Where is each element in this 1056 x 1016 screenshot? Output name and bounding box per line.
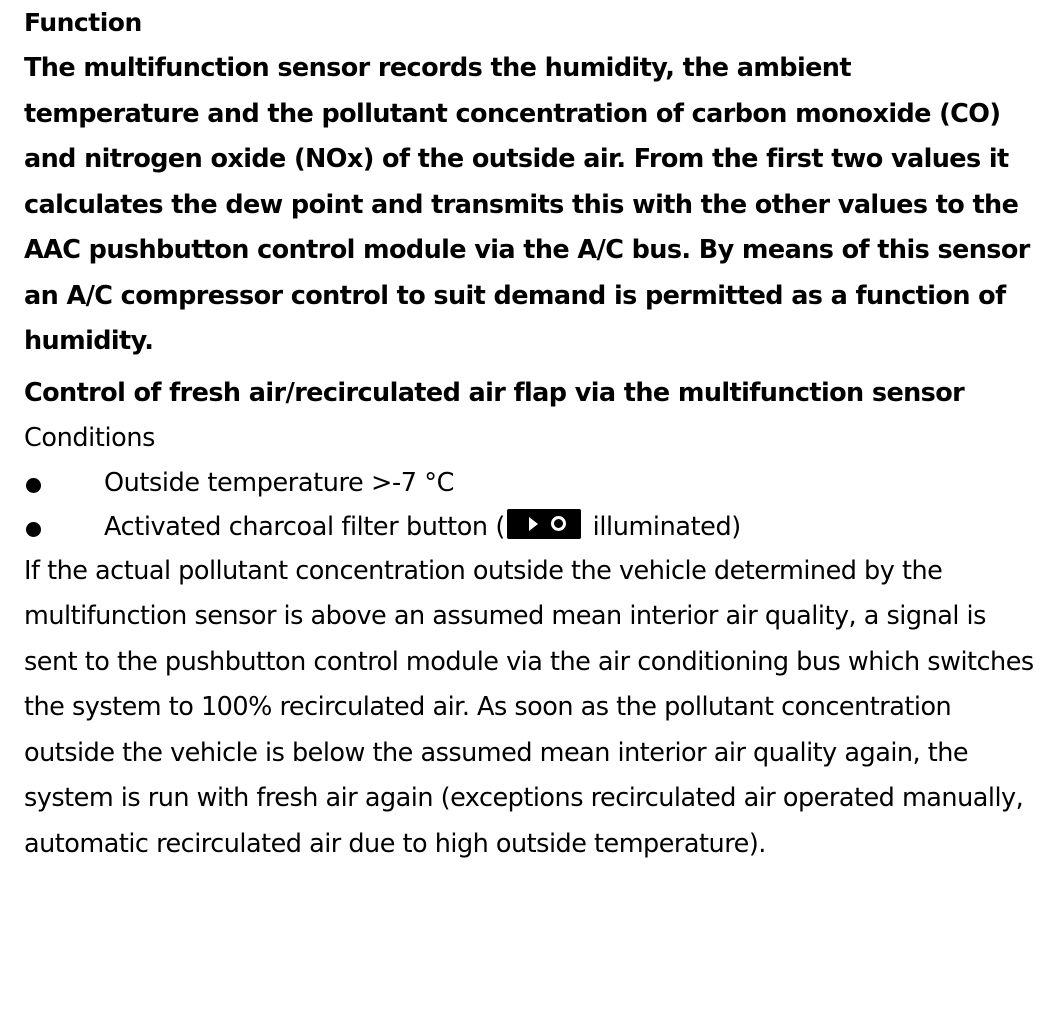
conditions-label: Conditions xyxy=(24,422,155,453)
function-paragraph: The multifunction sensor records the humidity, the ambient temperature and the pollutant concentration of carbon monoxide (CO) and nitrogen oxide (NOx) of the outside air. From the first two values it calculates the dew point and transmits this with the other values to the AAC pushbutton control module via the A/C bus. By means of this sensor an A/C compressor control to suit demand is permitted as a function of humidity. xyxy=(24,53,1030,356)
pollutant-paragraph: If the actual pollutant concentration outside the vehicle determined by the multifunction sensor is above an assumed mean interior air quality, a signal is sent to the pushbutton control module via the air conditioning bus which switches the system to 100% recirculated air. As soon as the pollutant concentration outside the vehicle is below the assumed mean interior air quality again, the system is run with fresh air again (exceptions recirculated air operated manually, automatic recirculated air due to high outside temperature). xyxy=(24,555,1034,859)
condition-text-after: illuminated) xyxy=(584,511,741,542)
bullet-icon xyxy=(26,522,41,537)
condition-text: Outside temperature >-7 °C xyxy=(104,467,455,498)
bullet-icon xyxy=(26,478,41,493)
control-subheading: Control of fresh air/recirculated air flap via the multifunction sensor xyxy=(24,377,965,408)
conditions-list xyxy=(24,461,1034,549)
activated-charcoal-filter-button-icon xyxy=(507,509,581,539)
section-heading: Function xyxy=(24,8,142,37)
condition-item xyxy=(24,505,1034,549)
document-body xyxy=(24,6,1034,867)
condition-item xyxy=(24,461,1034,505)
condition-text-before: Activated charcoal filter button ( xyxy=(104,511,505,542)
